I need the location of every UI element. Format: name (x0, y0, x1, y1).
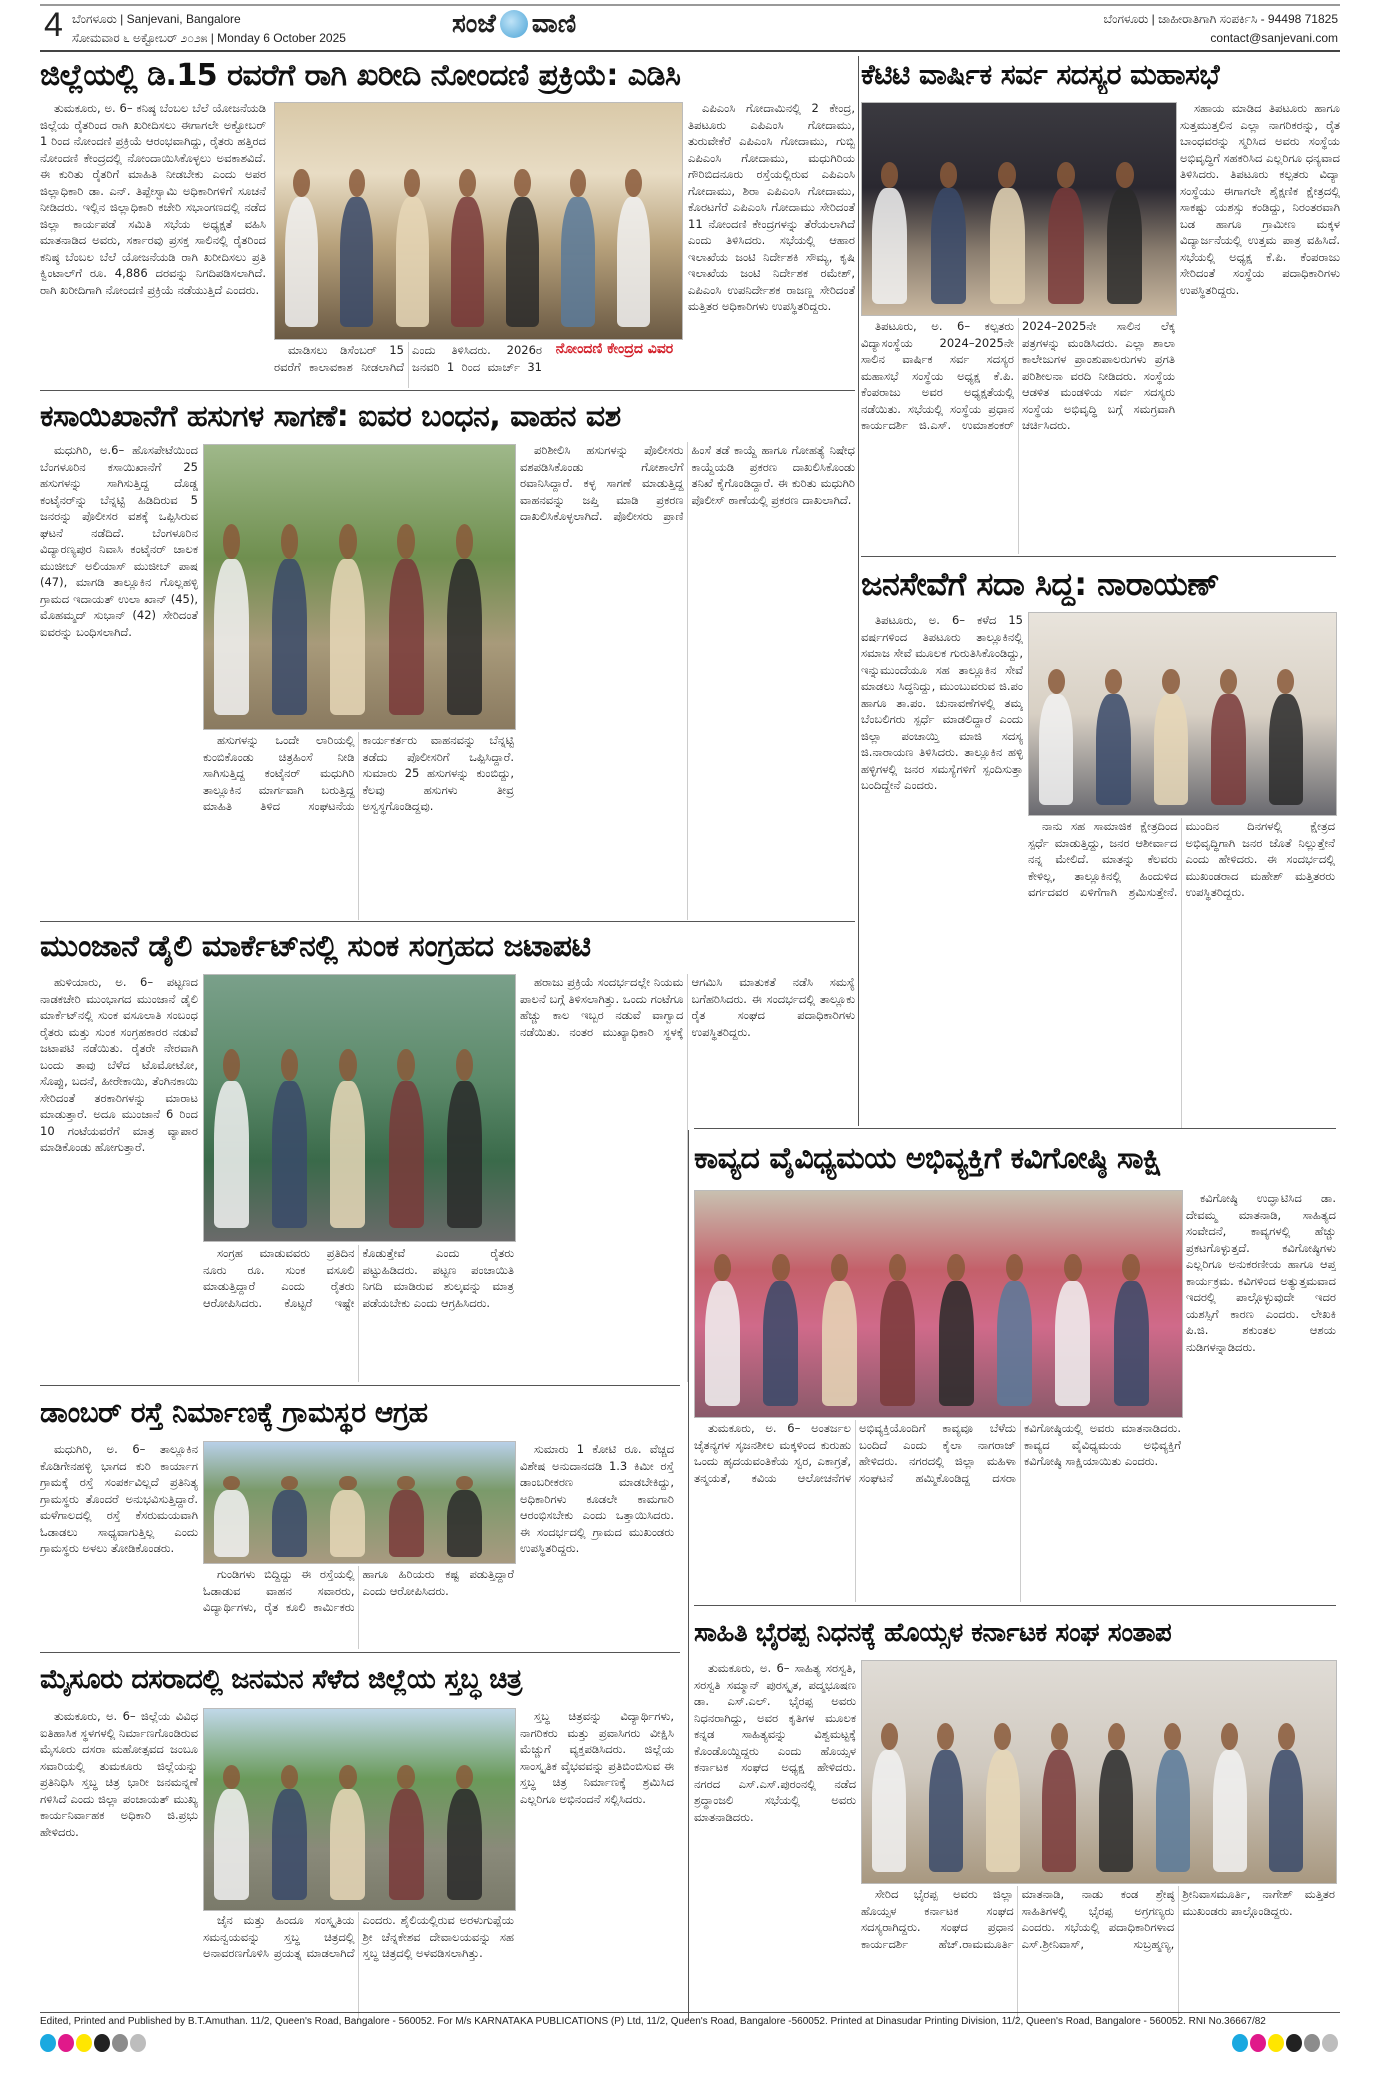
person-head (223, 524, 240, 558)
person-head (1162, 669, 1179, 693)
person-head (1064, 1254, 1082, 1281)
article-photo[interactable] (203, 1441, 516, 1564)
person-figure (1039, 694, 1073, 805)
person-head (456, 1476, 473, 1491)
registration-dot (94, 2034, 110, 2052)
person-figure (330, 559, 365, 715)
registration-dot (130, 2034, 146, 2052)
article-headline[interactable]: ಜಿಲ್ಲೆಯಲ್ಲಿ ಡಿ.15 ರವರೆಗೆ ರಾಗಿ ಖರೀದಿ ನೋಂದಣಿ ಪ್ರಕ್ರಿಯೆ: ಎಡಿಸಿ (40, 57, 681, 93)
person-figure (1096, 694, 1130, 805)
registration-marks-right (1232, 2034, 1338, 2052)
person-figure (451, 197, 484, 327)
person-head (1122, 1254, 1140, 1281)
person-head (339, 1049, 356, 1081)
article-body-text (1028, 818, 1335, 1128)
person-head (514, 169, 531, 198)
divider-line (694, 1128, 1336, 1129)
article-body-text (40, 100, 266, 388)
article-body-text (861, 612, 1023, 1127)
person-head (881, 1723, 898, 1750)
person-figure (990, 188, 1025, 305)
article-body-text (203, 1566, 514, 1649)
masthead-rule (40, 50, 1340, 52)
person-figure (1048, 188, 1083, 305)
person-figure (214, 1490, 249, 1557)
masthead-right (1104, 10, 1339, 48)
masthead-left (72, 10, 346, 48)
divider-line (40, 921, 855, 922)
article-paragraph: ಸುಮಾರು 1 ಕೋಟಿ ರೂ. ವೆಚ್ಚದ ವಿಶೇಷ ಅನುದಾನದಡಿ 1.3 ಕಿಮೀ ರಸ್ತೆ ಡಾಂಬರೀಕರಣ ಮಾಡಬೇಕಿದ್ದು, ಅಧಿಕಾರಿಗಳು ಕೂಡಲೇ ಕಾಮಗಾರಿ ಆರಂಭಿಸಬೇಕು ಎಂದು ಒತ್ತಾಯಿಸಿದರು. ಈ ಸಂದರ್ಭದಲ್ಲಿ ಗ್ರಾಮದ ಮುಖಂಡರು ಉಪಸ್ಥಿತರಿದ್ದರು. (520, 1442, 674, 1555)
person-figure (1213, 1750, 1247, 1872)
article-paragraph: ತುಮಕೂರು, ಅ. 6– ಸಾಹಿತ್ಯ ಸರಸ್ವತಿ, ಸರಸ್ವತಿ ಸಮ್ಮಾನ್ ಪುರಸ್ಕೃತ, ಪದ್ಮಭೂಷಣ ಡಾ. ಎಸ್.ಎಲ್. ಭೈರಪ್ಪ ಅವರು ನಿಧನರಾಗಿದ್ದು, ಅವರ ಕೃತಿಗಳ ಮೂಲಕ ಕನ್ನಡ ಸಾಹಿತ್ಯವನ್ನು ವಿಶ್ವಮಟ್ಟಕ್ಕೆ ಕೊಂಡೊಯ್ದಿದ್ದರು ಎಂದು ಹೊಯ್ಸಳ ಕರ್ನಾಟಕ ಸಂಘದ ಅಧ್ಯಕ್ಷ ಹೇಳಿದರು. ನಗರದ ಎಸ್.ಎಸ್.ಪುರಂನಲ್ಲಿ ನಡೆದ ಶ್ರದ್ಧಾಂಜಲಿ ಸಭೆಯಲ್ಲಿ ಅವರು ಮಾತನಾಡಿದರು. (694, 1661, 856, 1824)
person-figure (447, 1789, 482, 1900)
top-rule (40, 4, 1340, 6)
person-head (940, 162, 958, 188)
person-head (1220, 669, 1237, 693)
registration-dot (1286, 2034, 1302, 2052)
article-paragraph: ತುಮಕೂರು, ಅ. 6– ಜಿಲ್ಲೆಯ ವಿವಿಧ ಐತಿಹಾಸಿಕ ಸ್ಥಳಗಳಲ್ಲಿ ನಿರ್ಮಾಣಗೊಂಡಿರುವ ಮೈಸೂರು ದಸರಾ ಮಹೋತ್ಸವದ ಜಂಬೂ ಸವಾರಿಯಲ್ಲಿ ತುಮಕೂರು ಜಿಲ್ಲೆಯನ್ನು ಪ್ರತಿನಿಧಿಸಿ ಸ್ತಬ್ಧ ಚಿತ್ರ ಭಾರೀ ಜನಮನ್ನಣೆ ಗಳಿಸಿದೆ ಎಂದು ಜಿಲ್ಲಾ ಪಂಚಾಯತ್ ಮುಖ್ಯ ಕಾರ್ಯನಿರ್ವಾಹಕ ಅಧಿಕಾರಿ ಜಿ.ಪ್ರಭು ಹೇಳಿದರು. (40, 1709, 198, 1839)
registration-dot (1268, 2034, 1284, 2052)
article-paragraph: ಮಧುಗಿರಿ, ಅ.6– ಹೊಸಪೇಟೆಯಿಂದ ಬೆಂಗಳೂರಿನ ಕಸಾಯಿಖಾನೆಗೆ 25 ಹಸುಗಳನ್ನು ಸಾಗಿಸುತ್ತಿದ್ದ ದೊಡ್ಡ ಕಂಟೈನರ್‌ನ್ನು ಬೆನ್ನಟ್ಟಿ ಹಿಡಿದಿರುವ 5 ಜನರನ್ನು ಪೊಲೀಸರ ವಶಕ್ಕೆ ಒಪ್ಪಿಸಿರುವ ಘಟನೆ ನಡೆದಿದೆ. ಬೆಂಗಳೂರಿನ ವಿದ್ಯಾರಣ್ಯಪುರ ನಿವಾಸಿ ಕಂಟೈನರ್ ಚಾಲಕ ಮುಜೀಬ್ ಅಲಿಯಾಸ್ ಮುಜೀಬ್ ಪಾಷ (47), ಮಾಗಡಿ ತಾಲ್ಲೂಕಿನ ಗೊಲ್ಲಹಳ್ಳಿ ಗ್ರಾಮದ ಇದಾಯತ್ ಉಲಾ ಖಾನ್ (45), ಮೊಹಮ್ಮದ್ ಸುಭಾನ್ (42) ಸೇರಿದಂತೆ ಐವರನ್ನು ಬಂಧಿಸಲಾಗಿದೆ. (40, 443, 198, 639)
person-head (397, 524, 414, 558)
person-figure (214, 1789, 249, 1900)
person-head (625, 169, 642, 198)
article-photo[interactable] (1028, 612, 1337, 816)
person-head (397, 1476, 414, 1491)
article-body-text (40, 1441, 198, 1649)
person-figure (929, 1750, 963, 1872)
person-figure (1211, 694, 1245, 805)
person-figure (1055, 1281, 1090, 1405)
registration-dot (1232, 2034, 1248, 2052)
divider-line (861, 556, 1336, 557)
person-figure (986, 1750, 1020, 1872)
person-head (1006, 1254, 1024, 1281)
person-figure (1269, 1750, 1303, 1872)
person-figure (330, 1789, 365, 1900)
registration-dot (1322, 2034, 1338, 2052)
article-body-text (40, 974, 198, 1382)
registration-dot (112, 2034, 128, 2052)
person-figure (872, 188, 907, 305)
person-head (456, 1049, 473, 1081)
person-head (223, 1765, 240, 1789)
person-head (1221, 1723, 1238, 1750)
registration-dot (1304, 2034, 1320, 2052)
person-head (570, 169, 587, 198)
person-figure (330, 1490, 365, 1557)
person-figure (872, 1750, 906, 1872)
article-body-text (861, 1886, 1335, 2020)
divider-line (40, 1652, 680, 1653)
article-paragraph: ಹರಾಜು ಪ್ರಕ್ರಿಯೆ ಸಂದರ್ಭದಲ್ಲೇ ನಿಯಮ ಪಾಲನೆ ಬಗ್ಗೆ ತಿಳಿಸಲಾಗಿತ್ತು. ಒಂದು ಗಂಟೆಗೂ ಹೆಚ್ಚು ಕಾಲ ಇಬ್ಬರ ನಡುವೆ ವಾಗ್ವಾದ ನಡೆಯಿತು. ನಂತರ ಮುಖ್ಯಾಧಿಕಾರಿ ಸ್ಥಳಕ್ಕೆ ಆಗಮಿಸಿ ಮಾತುಕತೆ ನಡೆಸಿ ಸಮಸ್ಯೆ ಬಗೆಹರಿಸಿದರು. ಈ ಸಂದರ್ಭದಲ್ಲಿ ತಾಲ್ಲೂಕು ರೈತ ಸಂಘದ ಪದಾಧಿಕಾರಿಗಳು ಉಪಸ್ಥಿತರಿದ್ದರು. (520, 975, 855, 1039)
registration-dot (1250, 2034, 1266, 2052)
logo-text-left: ಸಂಜೆ (452, 8, 496, 39)
person-figure (389, 1081, 424, 1227)
person-head (339, 524, 356, 558)
person-head (281, 1049, 298, 1081)
person-head (456, 1765, 473, 1789)
person-figure (561, 197, 594, 327)
person-figure (389, 559, 424, 715)
person-figure (880, 1281, 915, 1405)
article-photo[interactable] (694, 1190, 1183, 1418)
article-body-text (861, 318, 1175, 554)
article-paragraph: ಹಸುಗಳನ್ನು ಒಂದೇ ಲಾರಿಯಲ್ಲಿ ಕುಂಬಿಕೊಂಡು ಚಿತ್ರಹಿಂಸೆ ನೀಡಿ ಸಾಗಿಸುತ್ತಿದ್ದ ಕಂಟೈನರ್ ಮಧುಗಿರಿ ತಾಲ್ಲೂಕಿನ ಮಾರ್ಗವಾಗಿ ಬರುತ್ತಿದ್ದ ಮಾಹಿತಿ ತಿಳಿದ ಸಂಘಟನೆಯ ಕಾರ್ಯಕರ್ತರು ವಾಹನವನ್ನು ಬೆನ್ನಟ್ಟಿ ತಡೆದು ಪೊಲೀಸರಿಗೆ ಒಪ್ಪಿಸಿದ್ದಾರೆ. ಸುಮಾರು 25 ಹಸುಗಳನ್ನು ಕುಂಬಿದ್ದು, ಕೆಲವು ಹಸುಗಳು ತೀವ್ರ ಅಸ್ವಸ್ಥಗೊಂಡಿದ್ದವು. (203, 733, 514, 813)
person-head (281, 1765, 298, 1789)
article-paragraph: ತಿಪಟೂರು, ಅ. 6– ಕಲ್ಪತರು ವಿದ್ಯಾಸಂಸ್ಥೆಯ 2024–2025ನೇ ಸಾಲಿನ ವಾರ್ಷಿಕ ಸರ್ವ ಸದಸ್ಯರ ಮಹಾಸಭೆ ಸಂಸ್ಥೆಯ ಅಧ್ಯಕ್ಷ ಕೆ.ಪಿ. ಕೆಂಪರಾಜು ಅವರ ಅಧ್ಯಕ್ಷತೆಯಲ್ಲಿ ನಡೆಯಿತು. ಸಭೆಯಲ್ಲಿ ಸಂಸ್ಥೆಯ ಪ್ರಧಾನ ಕಾರ್ಯದರ್ಶಿ ಜಿ.ಎಸ್. ಉಮಾಶಂಕರ್ 2024–2025ನೇ ಸಾಲಿನ ಲೆಕ್ಕ ಪತ್ರಗಳನ್ನು ಮಂಡಿಸಿದರು. ಎಲ್ಲಾ ಶಾಲಾ ಕಾಲೇಜುಗಳ ಪ್ರಾಂಶುಪಾಲರುಗಳು ಪ್ರಗತಿ ಪರಿಶೀಲನಾ ವರದಿ ನೀಡಿದರು. ಸಂಸ್ಥೆಯ ಆಡಳಿತ ಮಂಡಳಿಯ ಸರ್ವ ಸದಸ್ಯರು ಸಂಸ್ಥೆಯ ಅಭಿವೃದ್ಧಿ ಬಗ್ಗೆ ಸಮಗ್ರವಾಗಿ ಚರ್ಚಿಸಿದರು. (861, 319, 1175, 432)
person-figure (1107, 188, 1142, 305)
article-headline[interactable]: ಸಾಹಿತಿ ಭೈರಪ್ಪ ನಿಧನಕ್ಕೆ ಹೊಯ್ಸಳ ಕರ್ನಾಟಕ ಸಂಘ ಸಂತಾಪ (694, 1618, 1172, 1648)
person-figure (997, 1281, 1032, 1405)
article-body-text (1186, 1190, 1336, 1602)
person-head (1105, 669, 1122, 693)
person-head (714, 1254, 732, 1281)
article-photo[interactable] (203, 974, 516, 1242)
newspaper-logo (452, 6, 576, 42)
article-headline[interactable]: ಕಾವ್ಯದ ವೈವಿಧ್ಯಮಯ ಅಭಿವ್ಯಕ್ತಿಗೆ ಕವಿಗೋಷ್ಠಿ ಸಾಕ್ಷಿ (694, 1140, 1162, 1176)
article-paragraph: ತುಮಕೂರು, ಅ. 6– ಕನಿಷ್ಠ ಬೆಂಬಲ ಬೆಲೆ ಯೋಜನೆಯಡಿ ಜಿಲ್ಲೆಯ ರೈತರಿಂದ ರಾಗಿ ಖರೀದಿಸಲು ಈಗಾಗಲೇ ಅಕ್ಟೋಬರ್ 1 ರಿಂದ ನೋಂದಣಿ ಪ್ರಕ್ರಿಯೆ ಆರಂಭವಾಗಿದ್ದು, ರೈತರು ಹತ್ತಿರದ ನೋಂದಣಿ ಕೇಂದ್ರದಲ್ಲಿ ನೋಂದಾಯಿಸಿಕೊಳ್ಳಲು ಅವಕಾಶವಿದೆ. ಈ ಕುರಿತು ರೈತರಿಗೆ ಮಾಹಿತಿ ನೀಡಬೇಕು ಎಂದು ಅಪರ ಜಿಲ್ಲಾಧಿಕಾರಿ ಡಾ. ಎನ್. ತಿಪ್ಪೇಸ್ವಾಮಿ ಅಧಿಕಾರಿಗಳಿಗೆ ಸೂಚನೆ ನೀಡಿದರು. ಇಲ್ಲಿನ ಜಿಲ್ಲಾಧಿಕಾರಿ ಕಚೇರಿ ಸಭಾಂಗಣದಲ್ಲಿ ನಡೆದ ಜಿಲ್ಲಾ ಕಾರ್ಯಪಡೆ ಸಮಿತಿ ಸಭೆಯ ಅಧ್ಯಕ್ಷತೆ ವಹಿಸಿ ಮಾತನಾಡಿದ ಅವರು, ಸರ್ಕಾರವು ಪ್ರಸಕ್ತ ಸಾಲಿನಲ್ಲಿ ರೈತರಿಂದ ಕನಿಷ್ಠ ಬೆಂಬಲ ಬೆಲೆ ಯೋಜನೆಯಡಿ ರಾಗಿ ಖರೀದಿಸಲು ಪ್ರತಿ ಕ್ವಿಂಟಾಲ್‌ಗೆ ರೂ. 4,886 ದರವನ್ನು ನಿಗದಿಪಡಿಸಲಾಗಿದೆ. ರಾಗಿ ಖರೀದಿಗಾಗಿ ನೋಂದಣಿ ಪ್ರಕ್ರಿಯೆ ನಡೆಯುತ್ತಿದೆ ಎಂದರು. (40, 101, 266, 297)
photo-caption: ನೋಂದಣಿ ಕೇಂದ್ರದ ವಿವರ (555, 341, 674, 357)
article-paragraph: ಪರಿಶೀಲಿಸಿ ಹಸುಗಳನ್ನು ಪೊಲೀಸರು ವಶಪಡಿಸಿಕೊಂಡು ಗೋಶಾಲೆಗೆ ರವಾನಿಸಿದ್ದಾರೆ. ಕಳ್ಳ ಸಾಗಣೆ ಮಾಡುತ್ತಿದ್ದ ವಾಹನವನ್ನು ಜಪ್ತಿ ಮಾಡಿ ಪ್ರಕರಣ ದಾಖಲಿಸಿಕೊಳ್ಳಲಾಗಿದೆ. ಪೊಲೀಸರು ಪ್ರಾಣಿ ಹಿಂಸೆ ತಡೆ ಕಾಯ್ದೆ ಹಾಗೂ ಗೋಹತ್ಯೆ ನಿಷೇಧ ಕಾಯ್ದೆಯಡಿ ಪ್ರಕರಣ ದಾಖಲಿಸಿಕೊಂಡು ತನಿಖೆ ಕೈಗೊಂಡಿದ್ದಾರೆ. ಈ ಕುರಿತು ಮಧುಗಿರಿ ಪೊಲೀಸ್ ಠಾಣೆಯಲ್ಲಿ ಪ್ರಕರಣ ದಾಖಲಾಗಿದೆ. (520, 443, 855, 523)
article-paragraph: ಸ್ತಬ್ಧ ಚಿತ್ರವನ್ನು ವಿದ್ಯಾರ್ಥಿಗಳು, ನಾಗರಿಕರು ಮತ್ತು ಪ್ರವಾಸಿಗರು ವೀಕ್ಷಿಸಿ ಮೆಚ್ಚುಗೆ ವ್ಯಕ್ತಪಡಿಸಿದರು. ಜಿಲ್ಲೆಯ ಸಾಂಸ್ಕೃತಿಕ ವೈಭವವನ್ನು ಪ್ರತಿಬಿಂಬಿಸುವ ಈ ಸ್ತಬ್ಧ ಚಿತ್ರ ನಿರ್ಮಾಣಕ್ಕೆ ಶ್ರಮಿಸಿದ ಎಲ್ಲರಿಗೂ ಅಭಿನಂದನೆ ಸಲ್ಲಿಸಿದರು. (520, 1709, 674, 1806)
divider-line (688, 1130, 689, 2020)
registration-marks-left (40, 2034, 146, 2052)
article-body-text (1180, 100, 1340, 554)
person-figure (389, 1789, 424, 1900)
article-paragraph: ಕವಿಗೋಷ್ಠಿ ಉದ್ಘಾಟಿಸಿದ ಡಾ. ದೇವಮ್ಮ ಮಾತನಾಡಿ, ಸಾಹಿತ್ಯದ ಸಂವೇದನೆ, ಕಾವ್ಯಗಳಲ್ಲಿ ಹೆಚ್ಚು ಪ್ರಕಟಗೊಳ್ಳುತ್ತದೆ. ಕವಿಗೋಷ್ಠಿಗಳು ಎಲ್ಲರಿಗೂ ಅನುಕರಣೀಯ ಹಾಗೂ ಆಪ್ತ ಕಾರ್ಯಕ್ರಮ. ಕವಿಗಳಿಂದ ಅತ್ಯುತ್ತಮವಾದ ಇದರಲ್ಲಿ ಪಾಲ್ಗೊಳ್ಳುವುದೇ ಇದರ ಯಶಸ್ಸಿಗೆ ಕಾರಣ ಎಂದರು. ಲೇಖಕಿ ಪಿ.ಜಿ. ಶಕುಂತಲ ಆಶಯ ನುಡಿಗಳನ್ನಾಡಿದರು. (1186, 1191, 1336, 1354)
person-head (994, 1723, 1011, 1750)
person-figure (285, 197, 318, 327)
person-figure (330, 1081, 365, 1227)
article-photo[interactable] (274, 102, 683, 340)
logo-text-right: ವಾಣಿ (531, 8, 577, 39)
person-head (1277, 669, 1294, 693)
person-head (1048, 669, 1065, 693)
article-photo[interactable] (203, 1708, 516, 1911)
person-figure (931, 188, 966, 305)
person-head (281, 1476, 298, 1491)
article-body-text (40, 1708, 198, 2020)
person-figure (1099, 1750, 1133, 1872)
registration-dot (40, 2034, 56, 2052)
page-number: 4 (44, 6, 63, 44)
contact-email[interactable]: contact@sanjevani.com (1210, 31, 1338, 45)
masthead-date: ಸೋಮವಾರ ೬ ಅಕ್ಟೋಬರ್ ೨೦೨೫ | Monday 6 October 2025 (72, 31, 346, 45)
person-figure (506, 197, 539, 327)
article-paragraph: ಸಂಗ್ರಹ ಮಾಡುವವರು ಪ್ರತಿದಿನ ನೂರು ರೂ. ಸುಂಕ ವಸೂಲಿ ಮಾಡುತ್ತಿದ್ದಾರೆ ಎಂದು ರೈತರು ಆರೋಪಿಸಿದರು. ಕೊಟ್ಟರೆ ಇಷ್ಟೇ ಕೊಡುತ್ತೇವೆ ಎಂದು ರೈತರು ಪಟ್ಟುಹಿಡಿದರು. ಪಟ್ಟಣ ಪಂಚಾಯಿತಿ ನಿಗದಿ ಮಾಡಿರುವ ಶುಲ್ಕವನ್ನು ಮಾತ್ರ ಪಡೆಯಬೇಕು ಎಂದು ಆಗ್ರಹಿಸಿದರು. (203, 1246, 514, 1310)
article-paragraph: ಹುಳಿಯಾರು, ಅ. 6– ಪಟ್ಟಣದ ನಾಡಕಚೇರಿ ಮುಂಭಾಗದ ಮುಂಜಾನೆ ಡೈಲಿ ಮಾರ್ಕೆಟ್‌ನಲ್ಲಿ ಸುಂಕ ವಸೂಲಾತಿ ಸಂಬಂಧ ರೈತರು ಮತ್ತು ಸುಂಕ ಸಂಗ್ರಹಕಾರರ ನಡುವೆ ಜಟಾಪಟಿ ನಡೆಯಿತು. ರೈತರೇ ನೇರವಾಗಿ ಬಂದು ತಾವು ಬೆಳೆದ ಟೊಮೋಟೋ, ಸೊಪ್ಪು, ಬದನೆ, ಹೀರೇಕಾಯಿ, ತೆಂಗಿನಕಾಯಿ ಸೇರಿದಂತೆ ತರಕಾರಿಗಳನ್ನು ಮಾರಾಟ ಮಾಡುತ್ತಾರೆ. ಅದೂ ಮುಂಜಾನೆ 6 ರಿಂದ 10 ಗಂಟೆಯವರೆಗೆ ಮಾತ್ರ ವ್ಯಾಪಾರ ಮಾಡಿಕೊಂಡು ಹೋಗುತ್ತಾರೆ. (40, 975, 198, 1154)
person-figure (396, 197, 429, 327)
person-figure (272, 559, 307, 715)
person-head (1108, 1723, 1125, 1750)
divider-line (40, 2012, 1340, 2013)
article-body-text (520, 1708, 674, 2020)
article-body-text (203, 1912, 514, 2020)
article-paragraph: ಸೇರಿದ ಭೈರಪ್ಪ ಅವರು ಜಿಲ್ಲಾ ಹೊಯ್ಸಳ ಕರ್ನಾಟಕ ಸಂಘದ ಸದಸ್ಯರಾಗಿದ್ದರು. ಸಂಘದ ಪ್ರಧಾನ ಕಾರ್ಯದರ್ಶಿ ಹೆಚ್.ರಾಮಮೂರ್ತಿ ಮಾತನಾಡಿ, ನಾಡು ಕಂಡ ಶ್ರೇಷ್ಠ ಸಾಹಿತಿಗಳಲ್ಲಿ ಭೈರಪ್ಪ ಅಗ್ರಗಣ್ಯರು ಎಂದರು. ಸಭೆಯಲ್ಲಿ ಪದಾಧಿಕಾರಿಗಳಾದ ಎಸ್.ಶ್ರೀನಿವಾಸ್, ಸುಬ್ರಹ್ಮಣ್ಯ, ಶ್ರೀನಿವಾಸಮೂರ್ತಿ, ನಾಗೇಶ್ ಮತ್ತಿತರ ಮುಖಂಡರು ಪಾಲ್ಗೊಂಡಿದ್ದರು. (861, 1887, 1335, 1951)
person-figure (822, 1281, 857, 1405)
person-head (281, 524, 298, 558)
article-headline[interactable]: ಜನಸೇವೆಗೆ ಸದಾ ಸಿದ್ಧ: ನಾರಾಯಣ್ (861, 564, 1220, 603)
person-head (937, 1723, 954, 1750)
imprint-footer: Edited, Printed and Published by B.T.Amuthan. 11/2, Queen's Road, Bangalore - 560052. For M/s KARNATAKA PUBLICATIONS (P) Ltd, 11/2, Queen's Road, Bangalore -560052. Printed at Dinasudar Printing Division, 11/2, Queen's Road, Bangalore - 560052. RNI No.36667/82 (40, 2016, 1266, 2027)
person-figure (272, 1490, 307, 1557)
person-head (349, 169, 366, 198)
article-body-text (203, 732, 514, 920)
person-head (293, 169, 310, 198)
article-paragraph: ತಿಪಟೂರು, ಅ. 6– ಕಳೆದ 15 ವರ್ಷಗಳಿಂದ ತಿಪಟೂರು ತಾಲ್ಲೂಕಿನಲ್ಲಿ ಸಮಾಜ ಸೇವೆ ಮೂಲಕ ಗುರುತಿಸಿಕೊಂಡಿದ್ದು, ಇನ್ನುಮುಂದೆಯೂ ಸಹ ತಾಲ್ಲೂಕಿನ ಸೇವೆ ಮಾಡಲು ಸಿದ್ಧನಿದ್ದು, ಮುಂಬುವರುವ ಜಿ.ಪಂ ಹಾಗೂ ತಾ.ಪಂ. ಚುನಾವಣೆಗಳಲ್ಲಿ ತಮ್ಮ ಬೆಂಬಲಿಗರು ಸ್ಪರ್ಧೆ ಮಾಡಲಿದ್ದಾರೆ ಎಂದು ಜಿಲ್ಲಾ ಪಂಚಾಯ್ತಿ ಮಾಜಿ ಸದಸ್ಯ ಜಿ.ನಾರಾಯಣ ತಿಳಿಸಿದರು. ತಾಲ್ಲೂಕಿನ ಹಳ್ಳಿ ಹಳ್ಳಿಗಳಲ್ಲಿ ಜನರ ಸಮಸ್ಯೆಗಳಿಗೆ ಸ್ಪಂದಿಸುತ್ತಾ ಬಂದಿದ್ದೇನೆ ಎಂದರು. (861, 613, 1023, 792)
divider-line (858, 56, 859, 1126)
article-headline[interactable]: ಕಸಾಯಿಖಾನೆಗೆ ಹಸುಗಳ ಸಾಗಣೆ: ಐವರ ಬಂಧನ, ವಾಹನ ವಶ (40, 398, 621, 434)
person-head (223, 1049, 240, 1081)
divider-line (40, 1385, 680, 1386)
person-head (772, 1254, 790, 1281)
person-figure (1269, 694, 1303, 805)
person-figure (617, 197, 650, 327)
person-figure (1042, 1750, 1076, 1872)
article-paragraph: ನಾನು ಸಹ ಸಾಮಾಜಿಕ ಕ್ಷೇತ್ರದಿಂದ ಸ್ಪರ್ಧೆ ಮಾಡುತ್ತಿದ್ದು, ಜನರ ಆಶೀರ್ವಾದ ನನ್ನ ಮೇಲಿದೆ. ಮಾತನ್ನು ಕೆಲವರು ಕೇಳಿಲ್ಲ, ತಾಲ್ಲೂಕಿನಲ್ಲಿ ಹಿಂದುಳಿದ ವರ್ಗದವರ ಏಳಿಗೆಗಾಗಿ ಶ್ರಮಿಸುತ್ತೇನೆ. ಮುಂದಿನ ದಿನಗಳಲ್ಲಿ ಕ್ಷೇತ್ರದ ಅಭಿವೃದ್ಧಿಗಾಗಿ ಜನರ ಜೊತೆ ನಿಲ್ಲುತ್ತೇನೆ ಎಂದು ಹೇಳಿದರು. ಈ ಸಂದರ್ಭದಲ್ಲಿ ಮುಖಂಡರಾದ ಮಹೇಶ್ ಮತ್ತಿತರರು ಉಪಸ್ಥಿತರಿದ್ದರು. (1028, 819, 1335, 899)
person-figure (214, 559, 249, 715)
article-body-text (520, 442, 855, 920)
person-head (339, 1476, 356, 1491)
article-headline[interactable]: ಕೆಟಿಟಿ ವಾರ್ಷಿಕ ಸರ್ವ ಸದಸ್ಯರ ಮಹಾಸಭೆ (861, 58, 1220, 91)
article-headline[interactable]: ಡಾಂಬರ್ ರಸ್ತೆ ನಿರ್ಮಾಣಕ್ಕೆ ಗ್ರಾಮಸ್ಥರ ಆಗ್ರಹ (40, 1395, 428, 1429)
article-body-text (694, 1420, 1181, 1602)
article-body-text (40, 442, 198, 920)
article-body-text (274, 342, 542, 388)
person-figure (939, 1281, 974, 1405)
article-paragraph: ತುಮಕೂರು, ಅ. 6– ಅಂತರ್ಜಲ ಚೈತನ್ಯಗಳ ಸೃಜನಶೀಲ ಮಕ್ಕಳಿಂದ ಕುರುಹು ಒಂದು ಹೃದಯವಂತಿಕೆಯ ಸ್ವರ, ಎಕಾಗ್ರತೆ, ತನ್ಮಯತೆ, ಕವಿಯ ಆಲೋಚನೆಗಳ ಅಭಿವ್ಯಕ್ತಿಯೊಂದಿಗೆ ಕಾವ್ಯವೂ ಬೆಳೆದು ಬಂದಿದೆ ಎಂದು ಕೈಲಾ ನಾಗರಾಜ್ ಹೇಳಿದರು. ನಗರದಲ್ಲಿ ಜಿಲ್ಲಾ ಮಹಿಳಾ ಸಂಘಟನೆ ಹಮ್ಮಿಕೊಂಡಿದ್ದ ದಸರಾ ಕವಿಗೋಷ್ಠಿಯಲ್ಲಿ ಅವರು ಮಾತನಾಡಿದರು. ಕಾವ್ಯದ ವೈವಿಧ್ಯಮಯ ಅಭಿವ್ಯಕ್ತಿಗೆ ಕವಿಗೋಷ್ಠಿ ಸಾಕ್ಷಿಯಾಯಿತು ಎಂದರು. (694, 1421, 1181, 1485)
person-figure (272, 1789, 307, 1900)
article-paragraph: ಸಹಾಯ ಮಾಡಿದ ತಿಪಟೂರು ಹಾಗೂ ಸುತ್ತಮುತ್ತಲಿನ ಎಲ್ಲಾ ನಾಗರಿಕರನ್ನು, ರೈತ ಬಾಂಧವರನ್ನು ಸ್ಮರಿಸಿದ ಅವರು ಸಂಸ್ಥೆಯ ಅಭಿವೃದ್ಧಿಗೆ ಸಹಕರಿಸಿದ ಎಲ್ಲರಿಗೂ ಧನ್ಯವಾದ ತಿಳಿಸಿದರು. ತಿಪಟೂರು ಕಲ್ಪತರು ವಿದ್ಯಾ ಸಂಸ್ಥೆಯು ಈಗಾಗಲೇ ಶೈಕ್ಷಣಿಕ ಕ್ಷೇತ್ರದಲ್ಲಿ ಸಾಕಷ್ಟು ಯಶಸ್ಸು ಕಂಡಿದ್ದು, ನಿರಂತರವಾಗಿ ಬಡ ಹಾಗೂ ಗ್ರಾಮೀಣ ಮಕ್ಕಳ ವಿದ್ಯಾರ್ಜನೆಯಲ್ಲಿ ಉತ್ತಮ ಪಾತ್ರ ವಹಿಸಿದೆ. ಸಭೆಯಲ್ಲಿ ಅಧ್ಯಕ್ಷ ಕೆ.ಪಿ. ಕೆಂಪರಾಜು ಸೇರಿದಂತೆ ಸಂಸ್ಥೆಯ ಪದಾಧಿಕಾರಿಗಳು ಉಪಸ್ಥಿತರಿದ್ದರು. (1180, 101, 1340, 297)
article-body-text (520, 1441, 674, 1649)
person-figure (389, 1490, 424, 1557)
person-head (947, 1254, 965, 1281)
person-figure (1156, 1750, 1190, 1872)
person-figure (447, 1081, 482, 1227)
person-head (1051, 1723, 1068, 1750)
person-figure (272, 1081, 307, 1227)
person-head (339, 1765, 356, 1789)
person-figure (1114, 1281, 1149, 1405)
person-head (404, 169, 421, 198)
article-body-text (203, 1245, 514, 1382)
person-head (223, 1476, 240, 1491)
person-head (998, 162, 1016, 188)
article-paragraph: ಮಾಡಿಸಲು ಡಿಸೆಂಬರ್ 15 ರವರೆಗೆ ಕಾಲಾವಕಾಶ ನೀಡಲಾಗಿದೆ ಎಂದು ತಿಳಿಸಿದರು. 2026ರ ಜನವರಿ 1 ರಿಂದ ಮಾರ್ಚ್ 31 (274, 343, 542, 374)
article-headline[interactable]: ಮೈಸೂರು ದಸರಾದಲ್ಲಿ ಜನಮನ ಸೆಳೆದ ಜಿಲ್ಲೆಯ ಸ್ತಬ್ಧ ಚಿತ್ರ (40, 1663, 522, 1695)
article-photo[interactable] (861, 102, 1177, 316)
person-head (1057, 162, 1075, 188)
person-head (831, 1254, 849, 1281)
divider-line (694, 1605, 1336, 1606)
article-body-text (694, 1660, 856, 2020)
registration-dot (76, 2034, 92, 2052)
person-head (1278, 1723, 1295, 1750)
person-head (1116, 162, 1134, 188)
person-head (397, 1765, 414, 1789)
person-figure (1154, 694, 1188, 805)
article-body-text (688, 100, 855, 388)
person-head (459, 169, 476, 198)
article-photo[interactable] (203, 444, 516, 730)
masthead-city-edition: ಬೆಂಗಳೂರು | Sanjevani, Bangalore (72, 12, 241, 26)
person-figure (447, 559, 482, 715)
person-head (881, 162, 899, 188)
globe-icon (500, 10, 528, 38)
person-head (889, 1254, 907, 1281)
article-headline[interactable]: ಮುಂಜಾನೆ ಡೈಲಿ ಮಾರ್ಕೆಟ್‌ನಲ್ಲಿ ಸುಂಕ ಸಂಗ್ರಹದ ಜಟಾಪಟಿ (40, 928, 591, 964)
registration-dot (58, 2034, 74, 2052)
person-figure (763, 1281, 798, 1405)
article-paragraph: ಜೈನ ಮತ್ತು ಹಿಂದೂ ಸಂಸ್ಕೃತಿಯ ಸಮನ್ವಯವನ್ನು ಸ್ತಬ್ಧ ಚಿತ್ರದಲ್ಲಿ ಅನಾವರಣಗೊಳಿಸಿ ಪ್ರಯತ್ನ ಮಾಡಲಾಗಿದೆ ಎಂದರು. ಶೈಲಿಯಲ್ಲಿರುವ ಅರಳುಗುಪ್ಪೆಯ ಶ್ರೀ ಚೆನ್ನಕೇಶವ ದೇವಾಲಯವನ್ನು ಸಹ ಸ್ತಬ್ಧ ಚಿತ್ರದಲ್ಲಿ ಅಳವಡಿಸಲಾಗಿತ್ತು. (203, 1913, 514, 1960)
article-paragraph: ಮಧುಗಿರಿ, ಅ. 6– ತಾಲ್ಲೂಕಿನ ಕೊಡಿಗೇನಹಳ್ಳಿ ಭಾಗದ ಕುರಿ ಕಾರ್ಯಾಗ ಗ್ರಾಮಕ್ಕೆ ರಸ್ತೆ ಸಂಪರ್ಕವಿಲ್ಲದೆ ಪ್ರತಿನಿತ್ಯ ಗ್ರಾಮಸ್ಥರು ತೊಂದರೆ ಅನುಭವಿಸುತ್ತಿದ್ದಾರೆ. ಮಳೆಗಾಲದಲ್ಲಿ ರಸ್ತೆ ಕೆಸರುಮಯವಾಗಿ ಓಡಾಡಲು ಸಾಧ್ಯವಾಗುತ್ತಿಲ್ಲ ಎಂದು ಗ್ರಾಮಸ್ಥರು ಅಳಲು ತೋಡಿಕೊಂಡರು. (40, 1442, 198, 1555)
article-photo[interactable] (861, 1660, 1337, 1884)
person-figure (340, 197, 373, 327)
person-head (1164, 1723, 1181, 1750)
person-head (456, 524, 473, 558)
divider-line (40, 390, 855, 391)
person-figure (705, 1281, 740, 1405)
advertising-contact: ಬೆಂಗಳೂರು | ಜಾಹೀರಾತಿಗಾಗಿ ಸಂಪರ್ಕಿಸಿ - 94498 71825 (1103, 12, 1338, 26)
article-paragraph: ಗುಂಡಿಗಳು ಬಿದ್ದಿದ್ದು ಈ ರಸ್ತೆಯಲ್ಲಿ ಓಡಾಡುವ ವಾಹನ ಸವಾರರು, ವಿದ್ಯಾರ್ಥಿಗಳು, ರೈತ ಕೂಲಿ ಕಾರ್ಮಿಕರು ಹಾಗೂ ಹಿರಿಯರು ಕಷ್ಟ ಪಡುತ್ತಿದ್ದಾರೆ ಎಂದು ಆರೋಪಿಸಿದರು. (203, 1567, 514, 1614)
person-figure (447, 1490, 482, 1557)
person-figure (214, 1081, 249, 1227)
person-head (397, 1049, 414, 1081)
article-paragraph: ಎಪಿಎಂಸಿ ಗೋದಾಮಿನಲ್ಲಿ 2 ಕೇಂದ್ರ, ತಿಪಟೂರು ಎಪಿಎಂಸಿ ಗೋದಾಮು, ತುರುವೇಕೆರೆ ಎಪಿಎಂಸಿ ಗೋದಾಮು, ಗುಬ್ಬಿ ಎಪಿಎಂಸಿ ಗೋದಾಮು, ಮಧುಗಿರಿಯ ಗೌರಿಬಿದನೂರು ರಸ್ತೆಯಲ್ಲಿರುವ ಎಪಿಎಂಸಿ ಗೋದಾಮು, ಶಿರಾ ಎಪಿಎಂಸಿ ಗೋದಾಮು, ಕೊರಟಗೆರೆ ಎಪಿಎಂಸಿ ಗೋದಾಮು ಸೇರಿದಂತೆ 11 ನೋಂದಣಿ ಕೇಂದ್ರಗಳನ್ನು ತೆರೆಯಲಾಗಿದೆ ಎಂದು ತಿಳಿಸಿದರು. ಸಭೆಯಲ್ಲಿ ಆಹಾರ ಇಲಾಖೆಯ ಜಂಟಿ ನಿರ್ದೇಶಕಿ ಸೌಮ್ಯ, ಕೃಷಿ ಇಲಾಖೆಯ ಜಂಟಿ ನಿರ್ದೇಶಕ ರಮೇಶ್, ಎಪಿಎಂಸಿ ಉಪನಿರ್ದೇಶಕ ರಾಜಣ್ಣ ಸೇರಿದಂತೆ ಮತ್ತಿತರ ಅಧಿಕಾರಿಗಳು ಉಪಸ್ಥಿತರಿದ್ದರು. (688, 101, 855, 313)
